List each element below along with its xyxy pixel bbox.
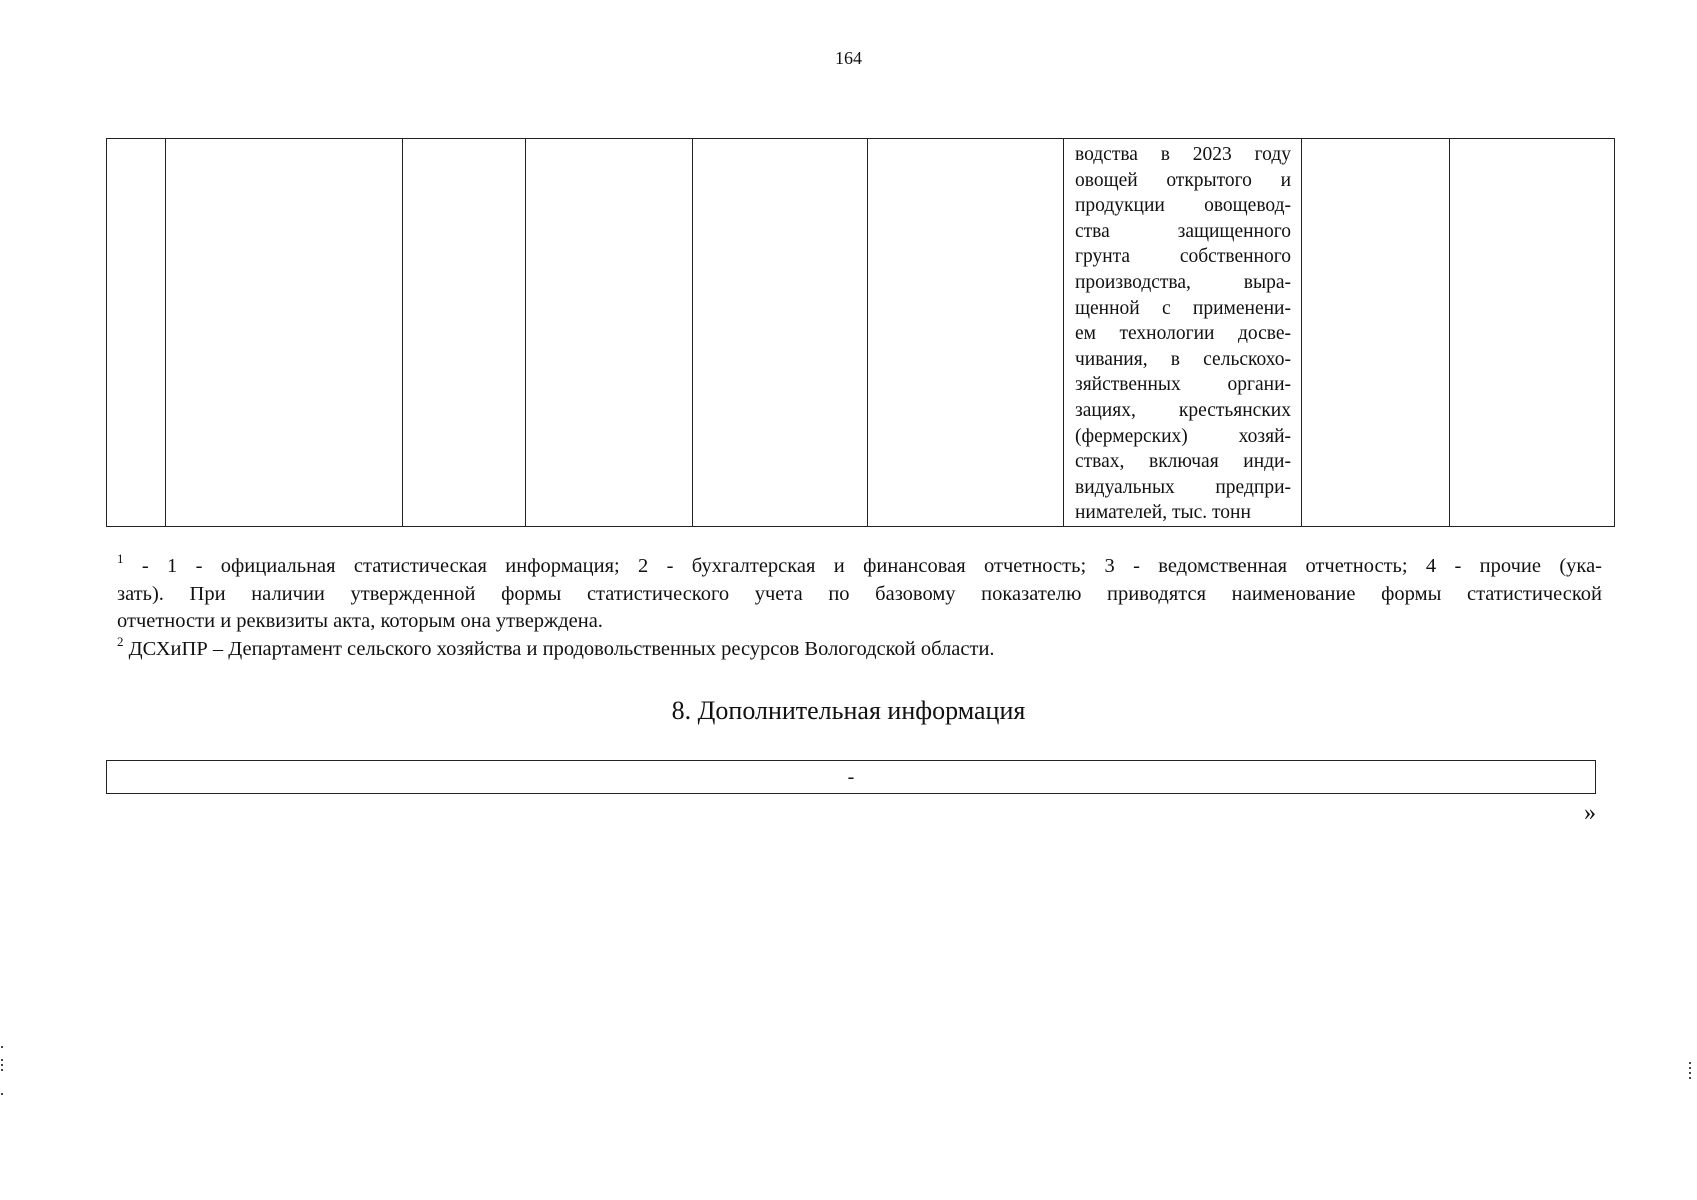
table-cell-1 xyxy=(107,139,166,527)
footnote-1-text: - 1 - официальная статистическая информация; 2 - бухгалтерская и финансовая отчетность; 3 - ведомственная отчетность; 4 - прочие (ука- xyxy=(141,555,1602,577)
cell-text-line: ствах, включая инди- xyxy=(1075,451,1291,473)
cell-text-line: зяйственных органи- xyxy=(1075,374,1291,396)
footnote-1-line: отчетности и реквизиты акта, которым она утверждена. xyxy=(117,610,603,632)
cell-text-line: видуальных предпри- xyxy=(1075,476,1291,498)
cell-text-line: чивания, в сельскохо- xyxy=(1075,348,1291,370)
cell-text-line: овощей открытого и xyxy=(1075,169,1291,191)
page-number: 164 xyxy=(835,48,862,68)
cell-text-line: водства в 2023 году xyxy=(1075,144,1291,165)
section-heading: 8. Дополнительная информация xyxy=(671,696,1026,725)
table-cell-3 xyxy=(403,139,526,527)
cell-text-line: производства, выра- xyxy=(1075,271,1291,293)
table-cell-9 xyxy=(1450,139,1615,527)
additional-info-box: - xyxy=(106,760,1596,794)
table-cell-5 xyxy=(693,139,868,527)
footnotes xyxy=(117,553,1602,663)
scan-margin-marks-right xyxy=(1688,1062,1696,1112)
cell-text-line: ем технологии досве- xyxy=(1075,323,1291,345)
table-cell-6 xyxy=(868,139,1064,527)
cell-text-line: ства защищенного xyxy=(1075,220,1291,242)
cell-text-line: нимателей, тыс. тонн xyxy=(1075,502,1251,524)
indicator-table-continuation xyxy=(106,138,1615,527)
cell-text-line: грунта собственного xyxy=(1075,246,1291,268)
table-cell-8 xyxy=(1302,139,1450,527)
footnote-1-mark: 1 xyxy=(117,551,124,566)
cell-text-line: (фермерских) хозяй- xyxy=(1075,425,1291,447)
table-cell-4 xyxy=(526,139,693,527)
footnote-1-line: зать). При наличии утвержденной формы статистического учета по базовому показателю приводятся наименование формы статистической xyxy=(117,582,1602,605)
cell-text-line: зациях, крестьянских xyxy=(1075,399,1291,421)
cell-text-line: продукции овощевод- xyxy=(1075,195,1291,217)
scan-margin-marks-left xyxy=(0,1046,8,1096)
footnote-2-mark: 2 xyxy=(117,633,124,649)
indicator-description-cell xyxy=(1064,139,1302,527)
footnote-1-line xyxy=(117,553,1602,581)
footnote-2-line xyxy=(117,633,1602,664)
footnote-2-text: ДСХиПР – Департамент сельского хозяйства и продовольственных ресурсов Вологодской области. xyxy=(128,637,995,660)
table-row xyxy=(107,139,1615,527)
table-cell-2 xyxy=(166,139,403,527)
closing-quote: » xyxy=(1584,800,1596,826)
cell-text-line: щенной с применени- xyxy=(1075,297,1291,319)
